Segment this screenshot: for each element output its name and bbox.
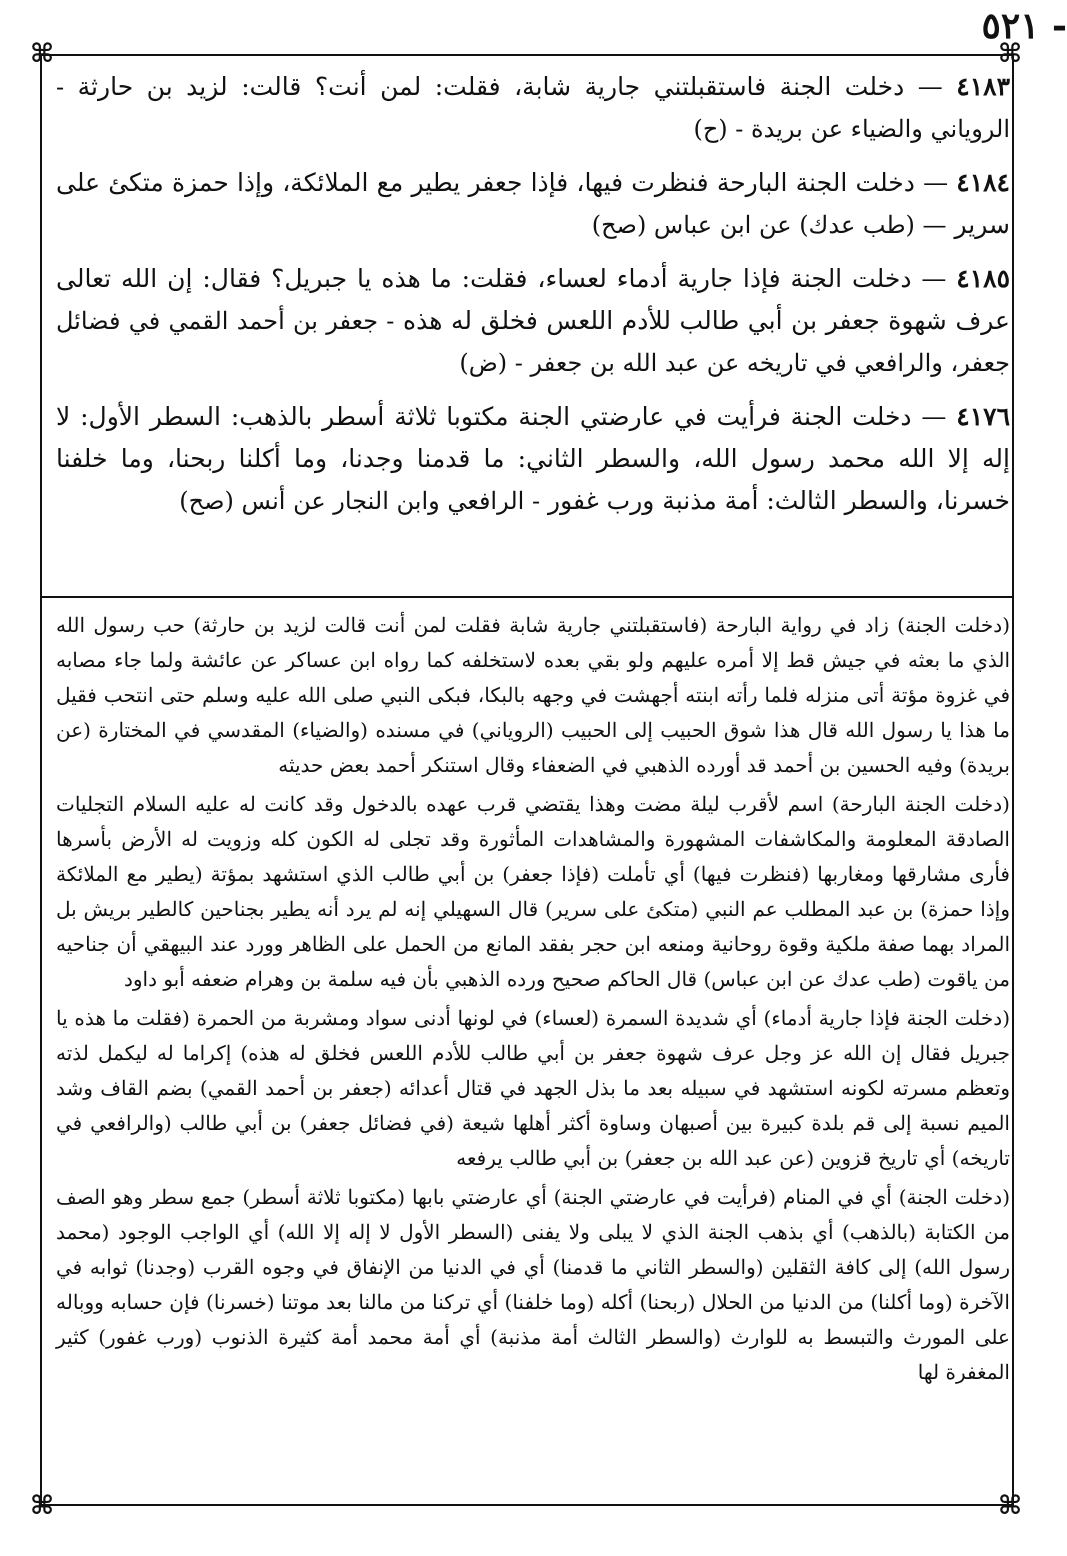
hadith-entry: [56, 162, 1010, 246]
hadith-source: - جعفر بن أحمد القمي في فضائل جعفر، والرافعي في تاريخه عن عبد الله بن جعفر - (ض): [56, 307, 1010, 377]
hadith-source: — (طب عدك) عن ابن عباس (صح): [591, 211, 947, 239]
hadith-text: — دخلت الجنة البارحة فنظرت فيها، فإذا جعفر يطير مع الملائكة، وإذا حمزة متكئ على سرير: [56, 168, 1010, 239]
commentary-paragraph: (دخلت الجنة) أي في المنام (فرأيت في عارضتي الجنة) أي عارضتي بابها (مكتوبا ثلاثة أسطر) جمع سطر وهو الصف من الكتابة (بالذهب) أي بذهب الجنة الذي لا يبلى ولا يفنى (السطر الأول لا إله إلا الله) أي الواجب الوجود (محمد رسول الله) إلى كافة الثقلين (والسطر الثاني ما قدمنا) أي في الدنيا من الإنفاق في وجوه القرب (وجدنا) ثوابه في الآخرة (وما أكلنا) من الدنيا من الحلال (ربحنا) أكله (وما خلفنا) أي تركنا من مالنا بعد موتنا (خسرنا) فإن حسابه ووباله على المورث والتبسط به للوارث (والسطر الثالث أمة مذنبة) أي أمة محمد أمة كثيرة الذنوب (ورب غفور) كثير المغفرة لها: [56, 1185, 1010, 1384]
hadith-number: ٤١٨٤: [956, 168, 1010, 197]
bottom-rule: [42, 1504, 1012, 1506]
hadith-entry: [56, 396, 1010, 522]
hadith-number: ٤١٨٣: [956, 72, 1010, 101]
corner-ornament-icon: ⌘: [29, 39, 55, 69]
section-divider: [40, 596, 1014, 598]
hadith-section: [56, 66, 1010, 534]
corner-ornament-icon: ⌘: [29, 1491, 55, 1521]
page-number: - ٥٢١: [981, 5, 1067, 47]
hadith-text: — دخلت الجنة فرأيت في عارضتي الجنة مكتوبا ثلاثة أسطر بالذهب: السطر الأول: لا إله إلا الله محمد رسول الله، والسطر الثاني: ما قدمنا وجدنا، وما أكلنا ربحنا، وما خلفنا خسرنا، والسطر الثالث: أمة مذنبة ورب غفور: [56, 402, 1010, 515]
commentary-paragraph: (دخلت الجنة) زاد في رواية البارحة (فاستقبلتني جارية شابة فقلت لمن أنت قالت لزيد بن حارثة) حب رسول الله الذي ما بعثه في جيش قط إلا أمره عليهم ولو بقي بعده لاستخلفه كما رواه ابن عساكر عن عائشة ولما جاء مصابه في غزوة مؤتة أتى منزله فلما رأته ابنته أجهشت في وجهه بالبكا، فبكى النبي صلى الله عليه وسلم حتى انتحب فقيل ما هذا يا رسول الله قال هذا شوق الحبيب إلى الحبيب (الروياني) في مسنده (والضياء) المقدسي في المختارة (عن بريدة) وفيه الحسين بن أحمد قد أورده الذهبي في الضعفاء وقال استنكر أحمد بعض حديثه: [56, 613, 1011, 777]
top-rule: [42, 54, 1012, 56]
corner-ornament-icon: ⌘: [997, 39, 1023, 69]
hadith-number: ٤١٨٥: [956, 264, 1010, 293]
hadith-number: ٤١٧٦: [956, 402, 1010, 431]
commentary-paragraph: (دخلت الجنة فإذا جارية أدماء) أي شديدة السمرة (لعساء) في لونها أدنى سواد ومشربة من الحمرة (فقلت ما هذه يا جبريل فقال إن الله عز وجل عرف شهوة جعفر بن أبي طالب للأدم اللعس فخلق له هذه) إكراما له ليكمل لذته وتعظم مسرته لكونه استشهد في سبيله بعد ما بذل الجهد في قتال أعدائه (جعفر بن أحمد القمي) بضم القاف وشد الميم نسبة إلى قم بلدة كبيرة بين أصبهان وساوة أكثر أهلها شيعة (في فضائل جعفر) بن أبي طالب (والرافعي في تاريخه) أي تاريخ قزوين (عن عبد الله بن جعفر) بن أبي طالب يرفعه: [56, 1006, 1010, 1170]
hadith-entry: [56, 258, 1010, 384]
hadith-source: - الروياني والضياء عن بريدة - (ح): [56, 73, 1010, 143]
hadith-text: — دخلت الجنة فإذا جارية أدماء لعساء، فقلت: ما هذه يا جبريل؟ فقال: إن الله تعالى عرف شهوة جعفر بن أبي طالب للأدم اللعس فخلق له هذه: [56, 264, 1010, 335]
hadith-source: - الرافعي وابن النجار عن أنس (صح): [179, 487, 541, 515]
commentary-paragraph: (دخلت الجنة البارحة) اسم لأقرب ليلة مضت وهذا يقتضي قرب عهده بالدخول وقد كانت له عليه السلام التجليات الصادقة المعلومة والمكاشفات المشهورة والمشاهدات المأثورة وقد تجلى له الكون كله وزويت له الأرض بأسرها فأرى مشارقها ومغاربها (فنظرت فيها) أي تأملت (فإذا جعفر) بن أبي طالب الذي استشهد بمؤتة (يطير مع الملائكة وإذا حمزة) بن عبد المطلب عم النبي (متكئ على سرير) قال السهيلي إنه لم يرد أنه يطير بجناحين كالطير بريش بل المراد بهما صفة ملكية وقوة روحانية ومنعه ابن حجر بفقد المانع من الحمل على الظاهر وورد عند البيهقي أن جناحيه من ياقوت (طب عدك عن ابن عباس) قال الحاكم صحيح ورده الذهبي بأن فيه سلمة بن وهرام ضعفه أبو داود: [56, 792, 1011, 991]
commentary-section: [56, 608, 1010, 1394]
corner-ornament-icon: ⌘: [997, 1491, 1023, 1521]
hadith-text: — دخلت الجنة فاستقبلتني جارية شابة، فقلت: لمن أنت؟ قالت: لزيد بن حارثة: [77, 72, 943, 101]
hadith-entry: [56, 66, 1010, 150]
